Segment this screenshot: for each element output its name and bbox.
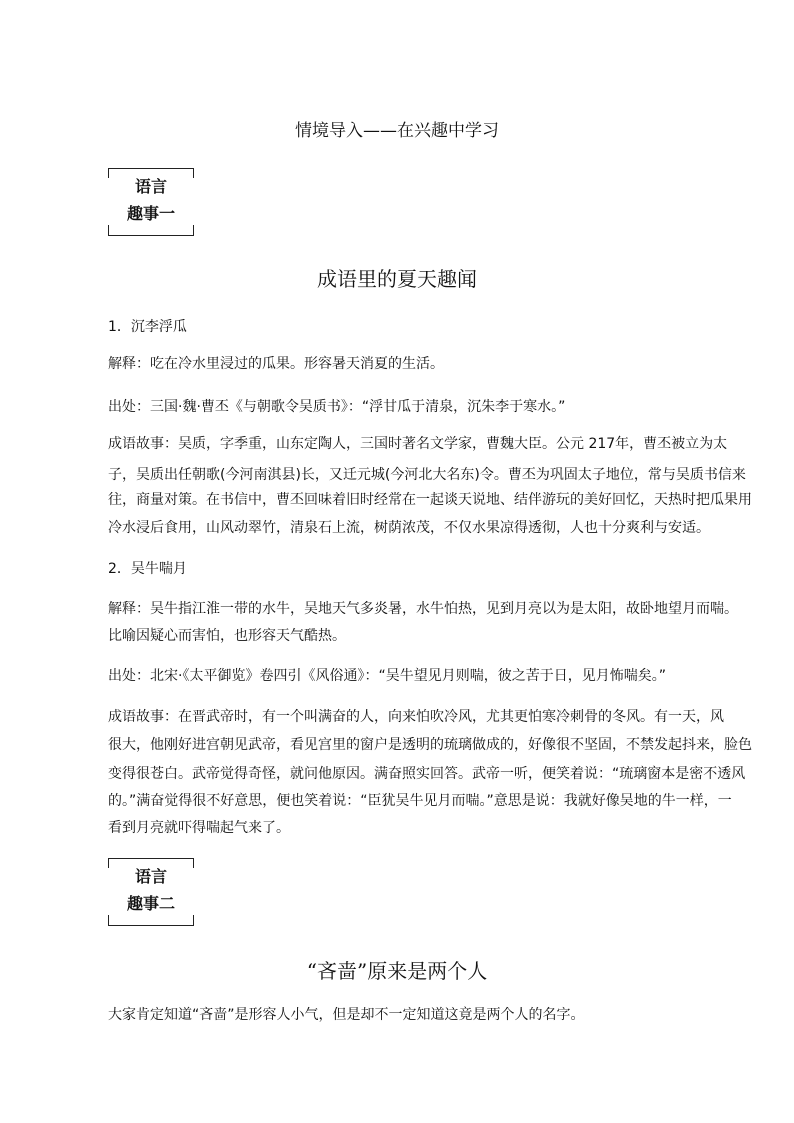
section-badge-2 <box>108 858 194 926</box>
item-story-1-line-3: 往，商量对策。在书信中，曹丕回味着旧时经常在一起谈天说地、结伴游玩的美好回忆，天热时把瓜果用 <box>108 492 752 508</box>
item-explain-2-line-2: 比喻因疑心而害怕，也形容天气酷热。 <box>108 628 346 644</box>
badge-line-2: 趣事一 <box>126 204 175 223</box>
item-story-2-line-5: 看到月亮就吓得喘起气来了。 <box>108 820 290 836</box>
item-story-2-line-1: 成语故事：在晋武帝时，有一个叫满奋的人，向来怕吹冷风，尤其更怕寒冷刺骨的冬风。有一天，风 <box>108 709 724 725</box>
item-story-1-line-4: 冷水浸后食用，山风动翠竹，清泉石上流，树荫浓茂，不仅水果凉得透彻，人也十分爽利与安适。 <box>108 520 710 536</box>
section-title-1: 成语里的夏天趣闻 <box>317 267 477 291</box>
item-story-1-line-2: 子，吴质出任朝歌(今河南淇县)长，又迁元城(今河北大名东)令。曹丕为巩固太子地位，常与吴质书信来 <box>108 467 746 483</box>
badge-line-1: 语言 <box>134 177 167 196</box>
item-explain-1: 解释：吃在冷水里浸过的瓜果。形容暑天消夏的生活。 <box>108 356 444 372</box>
badge-line-1: 语言 <box>134 867 167 886</box>
item-heading-2: 2．吴牛喘月 <box>108 561 187 577</box>
item-story-1-line-1: 成语故事：吴质，字季重，山东定陶人，三国时著名文学家，曹魏大臣。公元 217年，曹丕被立为太 <box>108 436 728 452</box>
badge-line-2: 趣事二 <box>126 894 175 913</box>
item-story-2-line-2: 很大，他刚好进宫朝见武帝，看见宫里的窗户是透明的琉璃做成的，好像很不坚固，不禁发起抖来，脸色 <box>108 737 752 753</box>
section-title-2: “吝啬”原来是两个人 <box>306 959 488 983</box>
item-explain-2-line-1: 解释：吴牛指江淮一带的水牛，吴地天气多炎暑，水牛怕热，见到月亮以为是太阳，故卧地望月而喘。 <box>108 601 738 617</box>
item-story-2-line-4: 的。”满奋觉得很不好意思，便也笑着说：“臣犹吴牛见月而喘。”意思是说：我就好像吴地的牛一样，一 <box>108 793 732 809</box>
item-source-1: 出处：三国·魏·曹丕《与朝歌令吴质书》：“浮甘瓜于清泉，沉朱李于寒水。” <box>108 399 566 415</box>
section-badge-1 <box>108 168 194 236</box>
page-header: 情境导入——在兴趣中学习 <box>295 121 499 141</box>
section-2-intro: 大家肯定知道“吝啬”是形容人小气，但是却不一定知道这竟是两个人的名字。 <box>108 1007 585 1023</box>
item-heading-1: 1．沉李浮瓜 <box>108 319 187 335</box>
item-story-2-line-3: 变得很苍白。武帝觉得奇怪，就问他原因。满奋照实回答。武帝一听，便笑着说：“琉璃窗本是密不透风 <box>108 766 746 782</box>
item-source-2: 出处：北宋·《太平御览》卷四引《风俗通》：“吴牛望见月则喘，彼之苦于日，见月怖喘矣。” <box>108 668 666 684</box>
